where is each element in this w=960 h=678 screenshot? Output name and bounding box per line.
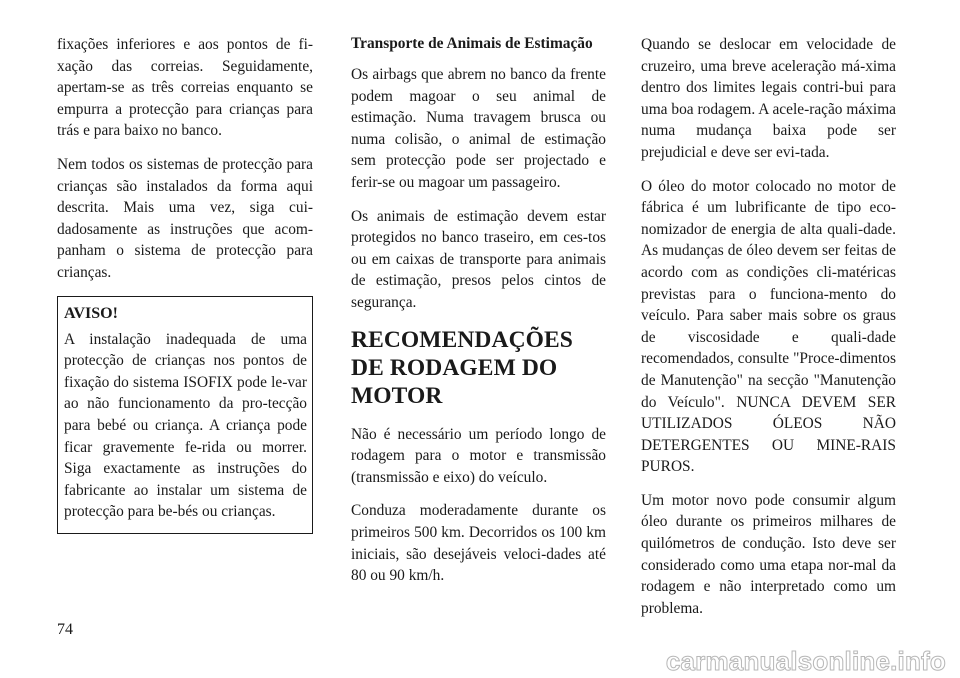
page-number: 74 bbox=[57, 621, 73, 638]
subheading: Transporte de Animais de Estimação bbox=[351, 35, 593, 52]
paragraph: fixações inferiores e aos pontos de fi-xação das correias. Seguidamente, apertam-se as três correias enquanto se empurra a protecção para crianças para trás e para baixo no banco. bbox=[57, 36, 313, 140]
warning-title: AVISO! bbox=[64, 304, 118, 322]
warning-text: A instalação inadequada de uma protecção de crianças nos pontos de fixação do sistema ISOFIX pode le-var ao não funcionamento da pro-tecção para bebé ou criança. A criança pode ficar gravemente fe-rida ou morrer. Siga exactamente as instruções do fabricante ao instalar um sistema de protecção para be-bés ou crianças. bbox=[64, 330, 307, 521]
column-2 bbox=[351, 34, 606, 599]
paragraph: Conduza moderadamente durante os primeiros 500 km. Decorridos os 100 km iniciais, são desejáveis veloci-dades até 80 ou 90 km/h. bbox=[351, 502, 606, 585]
paragraph: Os airbags que abrem no banco da frente podem magoar o seu animal de estimação. Numa travagem brusca ou numa colisão, o animal de estimação sem protecção pode ser projectado e ferir-se ou magoar um passageiro. bbox=[351, 66, 606, 191]
paragraph: Não é necessário um período longo de rodagem para o motor e transmissão (transmissão e eixo) do veículo. bbox=[351, 425, 606, 486]
paragraph: O óleo do motor colocado no motor de fábrica é um lubrificante de tipo eco-nomizador de energia de alta quali-dade. As mudanças de óleo devem ser feitas de acordo com as condições cli-matéricas previstas para o funciona-mento do veículo. Para saber mais sobre os graus de viscosidade e quali-dade recomendados, consulte "Proce-dimentos de Manutenção" na secção "Manutenção do Veículo". NUNCA DEVEM SER UTILIZADOS ÓLEOS NÃO DETERGENTES OU MINE-RAIS PUROS. bbox=[641, 177, 896, 476]
paragraph: Nem todos os sistemas de protecção para crianças são instalados da forma aqui descrita. Mais uma vez, siga cui-dadosamente as instruções que acom-panham o sistema de protecção para crianças. bbox=[57, 155, 313, 281]
watermark: carmanualsonline.info bbox=[665, 646, 946, 676]
paragraph: Quando se deslocar em velocidade de cruzeiro, uma breve aceleração má-xima dentro dos limites legais contri-bui para uma boa rodagem. A acele-ração máxima numa mudança baixa pode ser prejudicial e deve ser evi-tada. bbox=[641, 36, 896, 161]
paragraph: Um motor novo pode consumir algum óleo durante os primeiros milhares de quilómetros de condução. Isto deve ser considerado como uma etapa nor-mal da rodagem e não interpretado como um problema. bbox=[641, 491, 896, 617]
column-1 bbox=[57, 34, 313, 534]
warning-box bbox=[57, 296, 313, 534]
paragraph: Os animais de estimação devem estar protegidos no banco traseiro, em ces-tos ou em caixas de transporte para animais de estimação, presos pelos cintos de segurança. bbox=[351, 207, 606, 311]
section-title: RECOMENDAÇÕES DE RODAGEM DO MOTOR bbox=[351, 326, 573, 409]
column-3 bbox=[641, 34, 896, 631]
